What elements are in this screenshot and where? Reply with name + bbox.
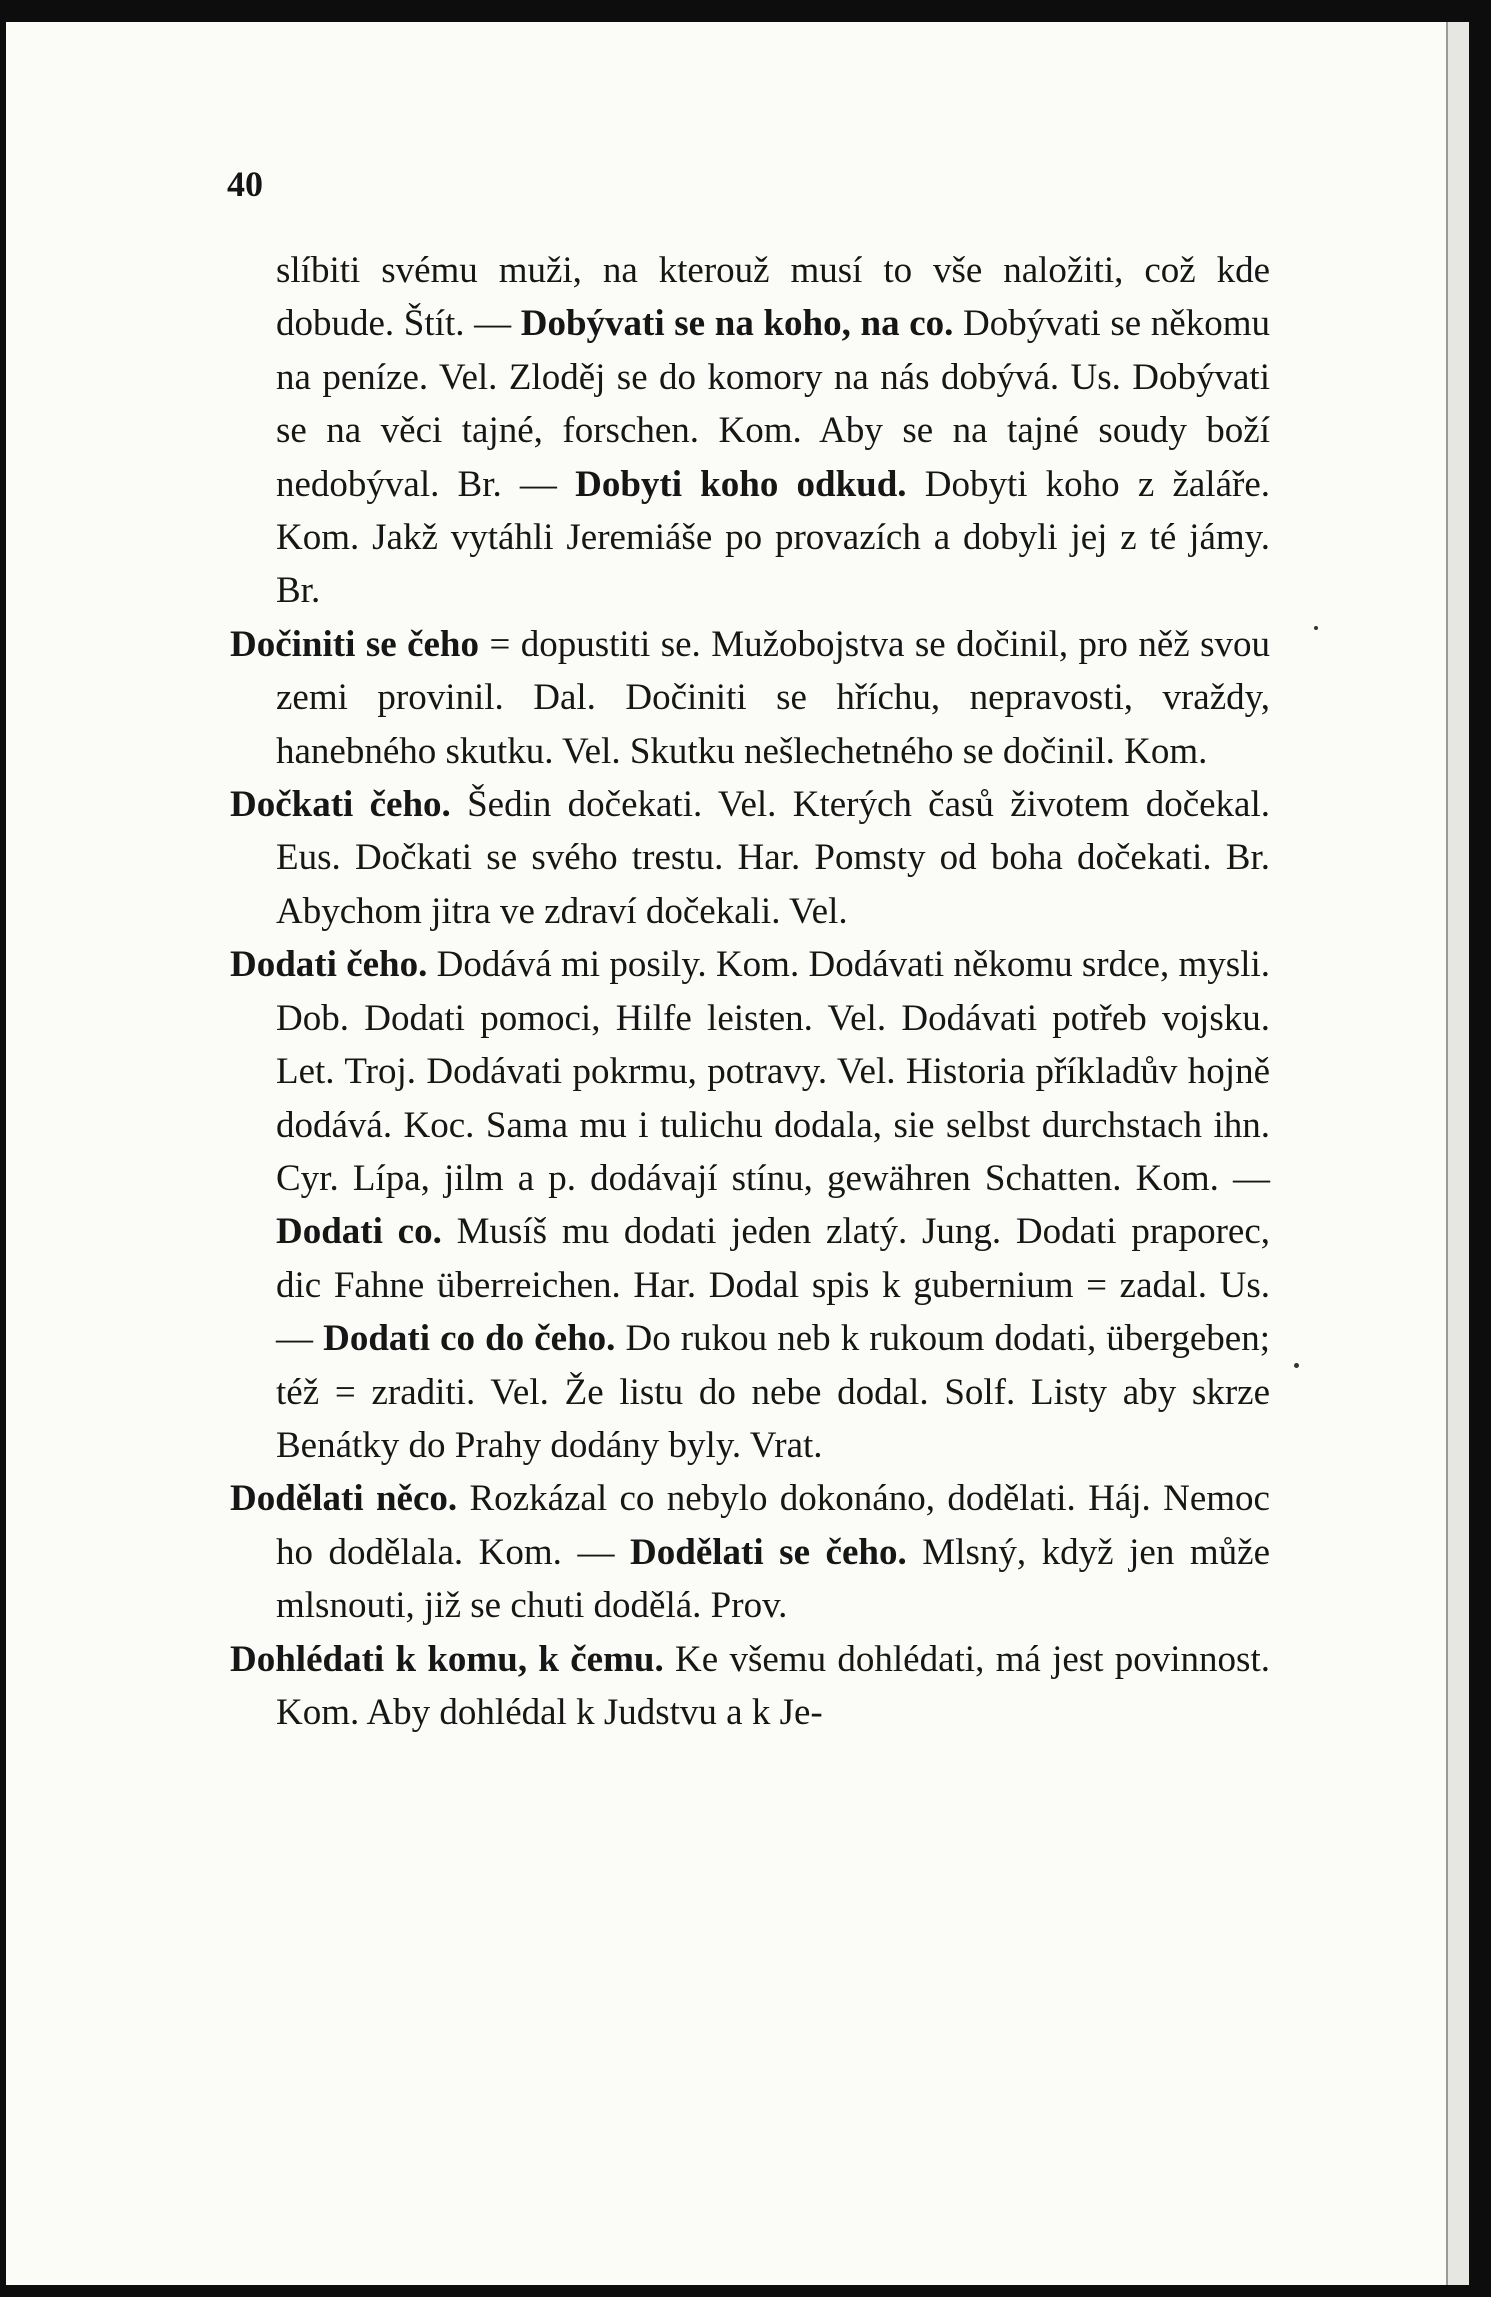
dictionary-entry bbox=[230, 778, 1270, 938]
headword: Dočiniti se čeho bbox=[230, 623, 479, 665]
dictionary-entry bbox=[230, 618, 1270, 778]
headword: Dodati co. bbox=[276, 1211, 442, 1253]
scan-border-right bbox=[1469, 0, 1491, 2297]
entry-text: Dobývati se někomu na peníze. Vel. Zloděj se do komory na nás dobývá. Us. Dobývati se na věci tajné, forschen. Kom. Aby se na tajné soudy boží nedobýval. Br. — bbox=[276, 303, 1271, 505]
entry-continuation bbox=[230, 244, 1270, 618]
headword: Dobývati se na koho, na co. bbox=[520, 303, 954, 345]
ink-speck bbox=[1294, 1363, 1299, 1368]
dictionary-entry bbox=[230, 938, 1270, 1472]
dictionary-entry bbox=[230, 1633, 1270, 1740]
headword: Dodati čeho. bbox=[230, 944, 428, 986]
dictionary-entry bbox=[230, 1472, 1270, 1632]
headword: Dodělati se čeho. bbox=[630, 1531, 907, 1573]
entry-text: Musíš mu dodati jeden zlatý. Jung. Dodati praporec, dic Fahne überreichen. Har. Dodal spis k gubernium = zadal. Us. — bbox=[276, 1211, 1270, 1360]
entry-text: slíbiti svému muži, na kterouž musí to vše naložiti, což kde dobude. Štít. — bbox=[276, 250, 1270, 345]
entry-text: Do rukou neb k rukoum dodati, übergeben; též = zraditi. Vel. Že listu do nebe dodal. Solf. Listy aby skrze Benátky do Prahy dodány byly. Vrat. bbox=[276, 1318, 1271, 1466]
dictionary-text bbox=[230, 244, 1270, 1739]
entry-text: Mlsný, když jen může mlsnouti, již se chuti dodělá. Prov. bbox=[276, 1531, 1271, 1627]
entry-text: Dobyti koho z žaláře. Kom. Jakž vytáhli Jeremiáše po provazích a dobyli jej z té jámy. Br. bbox=[276, 463, 1270, 612]
entry-text: = dopustiti se. Mužobojstva se dočinil, pro něž svou zemi provinil. Dal. Dočiniti se hříchu, nepravosti, vraždy, hanebného skutku. Vel. Skutku nešlechetného se dočinil. Kom. bbox=[276, 623, 1270, 772]
entry-text: Rozkázal co nebylo dokonáno, dodělati. Háj. Nemoc ho dodělala. Kom. — bbox=[276, 1478, 1270, 1573]
entry-text: Šedin dočekati. Vel. Kterých časů životem dočekal. Eus. Dočkati se svého trestu. Har. Pomsty od boha dočekati. Br. Abychom jitra ve zdraví dočekali. Vel. bbox=[276, 784, 1270, 932]
headword: Dočkati čeho. bbox=[230, 784, 451, 826]
entry-text: Dodává mi posily. Kom. Dodávati někomu srdce, mysli. Dob. Dodati pomoci, Hilfe leisten. Vel. Dodávati potřeb vojsku. Let. Troj. Dodávati pokrmu, potravy. Vel. Historia příkladův hojně dodává. Koc. Sama mu i tulichu dodala, sie selbst durchstach ihn. Cyr. Lípa, jilm a p. dodávají stínu, gewähren Schatten. Kom. — bbox=[276, 944, 1271, 1199]
headword: Dodělati něco. bbox=[230, 1478, 458, 1520]
entry-text: Ke všemu dohlédati, má jest povinnost. Kom. Aby dohlédal k Judstvu a k Je- bbox=[276, 1638, 1270, 1733]
scan-border-top bbox=[0, 0, 1491, 22]
page-edge bbox=[1446, 22, 1471, 2285]
scan-border-bottom bbox=[0, 2285, 1491, 2297]
page-number: 40 bbox=[227, 164, 263, 204]
headword: Dodati co do čeho. bbox=[323, 1318, 616, 1360]
ink-speck bbox=[1314, 626, 1318, 630]
headword: Dobyti koho odkud. bbox=[575, 463, 907, 505]
headword: Dohlédati k komu, k čemu. bbox=[230, 1638, 664, 1680]
